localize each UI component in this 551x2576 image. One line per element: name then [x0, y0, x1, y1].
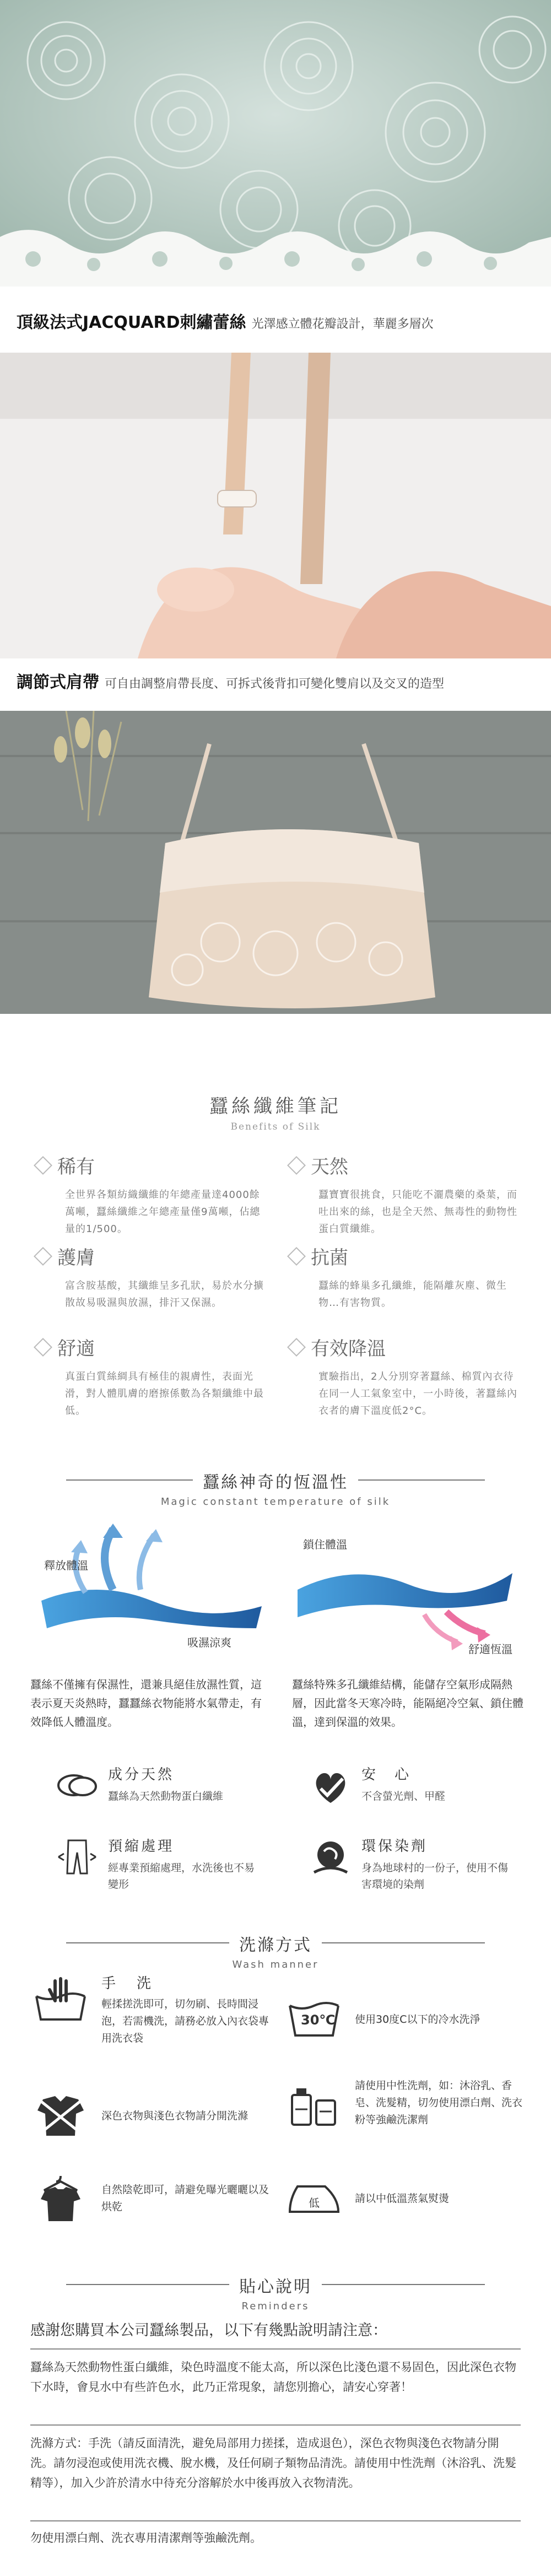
feature-natural	[55, 1763, 264, 1807]
reminder-paragraph-2: 洗滌方式：手洗（請反面清洗，避免局部用力搓揉，造成退色），深色衣物與淺色衣物請分開洗。請勿浸泡或使用洗衣機、脫水機，及任何刷子類物品清洗。請使用中性洗劑（沐浴乳、洗髮精等），加入少許於清水中待充分溶解於水中後再放入衣物清洗。	[30, 2437, 516, 2489]
feature-desc: 經專業預縮處理，水洗後也不易變形	[108, 1862, 255, 1891]
diamond-icon	[287, 1156, 306, 1175]
feature-title: 成分天然	[108, 1767, 175, 1783]
strap-photo	[0, 353, 551, 658]
natural-ingredient-icon	[55, 1763, 99, 1807]
feature-desc: 蠶絲為天然動物蛋白纖維	[108, 1790, 224, 1802]
iron-level-label: 低	[309, 2196, 320, 2210]
separate-wash-icon	[33, 2094, 88, 2138]
benefit-natural	[287, 1152, 518, 1238]
feature-safety	[309, 1763, 518, 1807]
release-heat-desc: 蠶絲不僅擁有保濕性，還兼具絕佳放濕性質，這表示夏天炎熱時，蠶蠶絲衣物能將水氣帶走，有效降低人體溫度。	[30, 1678, 262, 1729]
safety-icon	[309, 1763, 353, 1807]
benefit-body: 富含胺基酸，其纖維呈多孔狀，易於水分擴散故易吸濕與放濕，排汗又保濕。	[65, 1280, 264, 1309]
strap-caption	[17, 668, 444, 693]
diamond-icon	[34, 1247, 52, 1266]
garment-photo	[0, 711, 551, 1014]
hand-wash-icon	[33, 1975, 88, 2025]
diamond-icon	[287, 1338, 306, 1357]
reminder-paragraph-1: 蠶絲為天然動物性蛋白纖維，染色時溫度不能太高，所以深色比淺色還不易固色，因此深色衣物下水時，會見水中有些許色水，此乃正常現象，請您別擔心，請安心穿著！	[30, 2361, 516, 2394]
care-detergent	[287, 2077, 529, 2129]
care-text: 使用30度C以下的冷水洗淨	[355, 2013, 480, 2026]
care-shade-dry	[33, 2174, 270, 2223]
moisture-cool-label: 吸濕涼爽	[187, 1636, 231, 1649]
care-title: 手 洗	[101, 1975, 155, 1992]
benefit-name: 護膚	[57, 1247, 95, 1269]
care-text: 請使用中性洗劑，如：沐浴乳、香皂、洗髮精，切勿使用漂白劑、洗衣粉等強鹼洗潔劑	[355, 2080, 523, 2126]
strap-caption-title: 調節式肩帶	[17, 673, 99, 692]
care-low-iron	[287, 2182, 529, 2215]
benefit-name: 抗菌	[311, 1247, 348, 1269]
care-water-temp	[287, 2000, 529, 2039]
release-heat-label: 釋放體溫	[44, 1559, 88, 1572]
strap-caption-desc: 可自由調整肩帶長度、可拆式後背扣可變化雙肩以及交叉的造型	[105, 677, 445, 691]
wash-title: 洗滌方式	[229, 1931, 322, 1956]
care-separate	[33, 2094, 270, 2138]
temp-title: 蠶絲神奇的恆溫性	[193, 1468, 358, 1493]
feature-desc: 身為地球村的一份子，使用不傷害環境的染劑	[361, 1862, 509, 1891]
lace-caption-desc: 光澤感立體花瓣設計，華麗多層次	[251, 317, 434, 331]
water-temp-value: 30℃	[301, 2012, 336, 2028]
diamond-icon	[34, 1156, 52, 1175]
reminder-title: 貼心說明	[229, 2273, 322, 2297]
reminder-divider	[30, 2348, 521, 2350]
reminder-headline: 感謝您購買本公司蠶絲製品，以下有幾點說明請注意：	[30, 2322, 387, 2339]
benefits-heading	[0, 1091, 551, 1132]
lace-photo	[0, 0, 551, 287]
reminder-subtitle: Reminders	[241, 2300, 310, 2312]
diamond-icon	[34, 1338, 52, 1357]
benefit-name: 有效降溫	[311, 1338, 386, 1360]
benefit-antibacterial	[287, 1243, 518, 1311]
benefit-rare	[33, 1152, 264, 1238]
lace-caption	[17, 309, 434, 333]
eco-dye-icon	[309, 1835, 353, 1879]
temp-subtitle: Magic constant temperature of silk	[160, 1496, 391, 1508]
diamond-icon	[287, 1247, 306, 1266]
lace-caption-title: 頂級法式JACQUARD刺繡蕾絲	[17, 313, 246, 332]
reminder-divider	[30, 2520, 521, 2521]
benefit-body: 真蛋白質絲綢具有極佳的親膚性，表面光滑，對人體肌膚的磨擦係數為各類纖維中最低。	[65, 1371, 264, 1417]
wash-heading	[0, 1931, 551, 1970]
feature-desc: 不含螢光劑、甲醛	[361, 1790, 446, 1802]
feature-title: 環保染劑	[361, 1838, 428, 1855]
care-text: 請以中低溫蒸氣熨燙	[355, 2192, 450, 2205]
benefit-body: 蠶寶寶很挑食，只能吃不灑農藥的桑葉，而吐出來的絲，也是全天然、無毒性的動物性蛋白質纖維。	[318, 1189, 517, 1235]
benefit-comfort	[33, 1333, 264, 1419]
benefit-name: 稀有	[57, 1156, 95, 1178]
neutral-detergent-icon	[287, 2078, 342, 2128]
water-temp-icon	[287, 2000, 342, 2039]
benefit-name: 舒適	[57, 1338, 95, 1360]
release-heat-diagram	[30, 1524, 273, 1656]
benefit-skincare	[33, 1243, 264, 1311]
constant-temp-label: 舒適恆溫	[468, 1643, 512, 1656]
care-hand-wash	[33, 1975, 270, 2047]
keep-heat-diagram	[281, 1524, 523, 1656]
benefit-body: 實驗指出，2人分別穿著蠶絲、棉質內衣待在同一人工氣象室中，一小時後，著蠶絲內衣者的膚下溫度低2°C。	[318, 1371, 517, 1417]
care-text: 輕揉搓洗即可，切勿刷、長時間浸泡，若需機洗，請務必放入內衣袋專用洗衣袋	[101, 1998, 269, 2044]
wash-subtitle: Wash manner	[232, 1959, 319, 1970]
feature-eco-dye	[309, 1835, 518, 1893]
preshrink-icon	[55, 1835, 99, 1879]
reminder-heading	[0, 2273, 551, 2312]
keep-heat-desc: 蠶絲特殊多孔纖維結構，能儲存空氣形成隔熱層，因此當冬天寒冷時，能隔絕冷空氣、鎖住體溫，達到保溫的效果。	[292, 1678, 523, 1729]
benefit-body: 全世界各類紡織纖維的年總產量達4000餘萬噸，蠶絲纖維之年總產量僅9萬噸，佔總量的1/500。	[65, 1189, 261, 1235]
benefit-name: 天然	[311, 1156, 348, 1178]
shade-dry-icon	[33, 2174, 88, 2223]
care-text: 自然陰乾即可，請避免曝光曬曬以及烘乾	[101, 2184, 269, 2213]
benefits-title: 蠶絲纖維筆記	[209, 1095, 342, 1117]
benefit-cooling	[287, 1333, 518, 1419]
temp-heading	[0, 1468, 551, 1508]
feature-title: 安 心	[361, 1767, 412, 1783]
reminder-divider	[30, 2424, 521, 2426]
low-iron-icon	[287, 2182, 342, 2215]
benefits-subtitle: Benefits of Silk	[230, 1121, 321, 1132]
reminder-paragraph-3: 勿使用漂白劑、洗衣專用清潔劑等強鹼洗劑。	[30, 2531, 262, 2545]
care-text: 深色衣物與淺色衣物請分開洗滌	[101, 2109, 249, 2122]
benefit-body: 蠶絲的蜂巢多孔纖維，能隔離灰塵、微生物…有害物質。	[318, 1280, 507, 1309]
keep-heat-label: 鎖住體溫	[303, 1538, 347, 1551]
feature-title: 預縮處理	[108, 1838, 175, 1855]
feature-preshrink	[55, 1835, 264, 1893]
